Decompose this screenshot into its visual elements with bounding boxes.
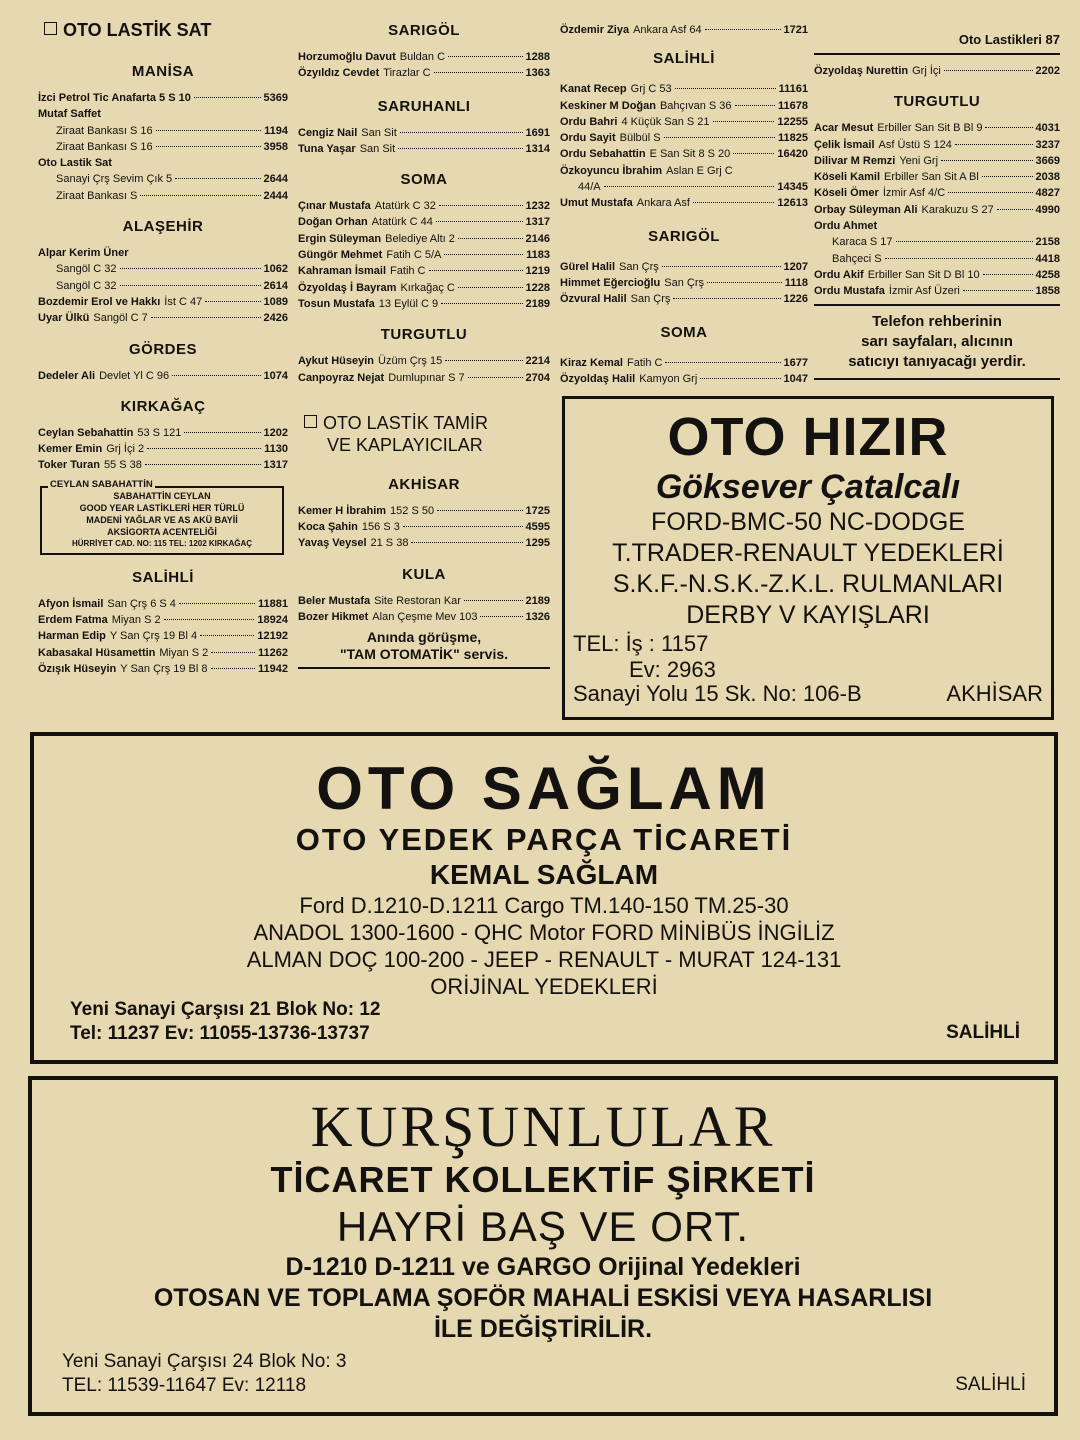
heading-turgutlu: TURGUTLU	[380, 326, 468, 344]
heading-sarigol: SARIGÖL	[648, 227, 720, 245]
listing-row: Özvural Halil San Çrş 1226	[560, 293, 808, 306]
listing-row: Kemer H İbrahim 152 S 50 1725	[298, 504, 550, 517]
listing-row: Bozer Hikmet Alan Çeşme Mev 103 1326	[298, 611, 550, 624]
listing-row: Tuna Yaşar San Sit 1314	[298, 142, 550, 155]
listing-row: Canpoyraz Nejat Dumlupınar S 7 2704	[298, 371, 550, 384]
column-3	[560, 14, 808, 387]
ad-subtitle: Göksever Çatalcalı	[655, 468, 961, 506]
listing-row: Çınar Mustafa Atatürk C 32 1232	[298, 200, 550, 213]
listing-row: Bahçeci S 4418	[832, 252, 1060, 265]
listing-row: Sangöl C 32 1062	[56, 263, 288, 276]
heading-turgutlu: TURGUTLU	[893, 93, 981, 111]
column-2	[298, 14, 550, 669]
listing-row: Oto Lastik Sat	[38, 157, 112, 170]
listing-row: Çelik İsmail Asf Üstü S 124 3237	[814, 138, 1060, 151]
listing-row: Bozdemir Erol ve Hakkı İst C 47 1089	[38, 295, 288, 308]
ad-city: SALİHLİ	[955, 1374, 1026, 1395]
ad-contact: Yeni Sanayi Çarşısı 24 Blok No: 3 TEL: 11539-11647 Ev: 12118	[62, 1351, 347, 1396]
listing-row: Doğan Orhan Atatürk C 44 1317	[298, 216, 550, 229]
heading-sarigol: SARIGÖL	[388, 22, 460, 39]
ad-kursunlular	[28, 1076, 1058, 1416]
listing-row: Mutaf Saffet	[38, 108, 101, 121]
heading-salihli: SALİHLİ	[653, 50, 715, 68]
ad-line: S.K.F.-N.S.K.-Z.K.L. RULMANLARI	[612, 570, 1004, 598]
heading-kula: KULA	[402, 565, 446, 583]
checkbox-icon	[304, 415, 317, 428]
heading-saruhanli: SARUHANLI	[377, 97, 471, 115]
listing-row: Kanat Recep Grj C 53 11161	[560, 83, 808, 96]
listing-row: İzci Petrol Tic Anafarta 5 S 10 5369	[38, 92, 288, 104]
listing-row: Ordu Akif Erbiller San Sit D Bl 10 4258	[814, 268, 1060, 281]
listing-row: Dedeler Ali Devlet Yl C 96 1074	[38, 369, 288, 382]
ad-address: Sanayi Yolu 15 Sk. No: 106-B AKHİSAR	[573, 681, 1043, 706]
listing-row: Yavaş Veysel 21 S 38 1295	[298, 537, 550, 550]
checkbox-icon	[44, 22, 57, 35]
listing-row: Kemer Emin Grj İçi 2 1130	[38, 443, 288, 456]
section-title: OTO LASTİK SAT	[44, 20, 288, 41]
listing-row: Dilivar M Remzi Yeni Grj 3669	[814, 154, 1060, 167]
listing-row: Erdem Fatma Miyan S 2 18924	[38, 614, 288, 627]
listing-row: Güngör Mehmet Fatih C 5/A 1183	[298, 249, 550, 262]
listing-row: Orbay Süleyman Ali Karakuzu S 27 4990	[814, 203, 1060, 216]
ad-oto-hizir	[562, 396, 1054, 720]
heading-gordes: GÖRDES	[128, 340, 197, 358]
service-note: Anında görüşme, "TAM OTOMATİK" servis.	[298, 629, 550, 669]
listing-row: Ordu Mustafa İzmir Asf Üzeri 1858	[814, 285, 1060, 298]
listing-row: Özkoyuncu İbrahim Aslan E Grj C	[560, 164, 733, 177]
ad-contact: Yeni Sanayi Çarşısı 21 Blok No: 12 Tel: 11237 Ev: 11055-13736-13737	[70, 999, 381, 1044]
ad-line: D-1210 D-1211 ve GARGO Orijinal Yedekleri	[285, 1253, 801, 1281]
ad-line: FORD-BMC-50 NC-DODGE	[651, 508, 965, 536]
ad-line: ANADOL 1300-1600 - QHC Motor FORD MİNİBÜS İNGİLİZ	[253, 920, 835, 945]
ad-line: Ford D.1210-D.1211 Cargo TM.140-150 TM.25-30	[299, 893, 789, 918]
ceylan-ad-box: CEYLAN SABAHATTİN SABAHATTİN CEYLAN GOOD YEAR LASTİKLERİ HER TÜRLÜ MADENİ YAĞLAR VE AS AKÜ BAYİİ AKSİGORTA ACENTELİĞİ HÜRRİYET CAD. NO: 115 TEL: 1202 KIRKAĞAÇ	[40, 486, 284, 555]
ad-oto-saglam	[30, 732, 1058, 1064]
heading-salihli: SALİHLİ	[132, 568, 194, 586]
listing-row: Ceylan Sebahattin 53 S 121 1202	[38, 426, 288, 439]
ad-title: KURŞUNLULAR	[310, 1094, 776, 1159]
ad-owner: HAYRİ BAŞ VE ORT.	[336, 1203, 750, 1250]
heading-soma: SOMA	[660, 323, 708, 341]
listing-row: Sanayi Çrş Sevim Çık 5 2644	[56, 173, 288, 186]
listing-row: Koca Şahin 156 S 3 4595	[298, 521, 550, 534]
ad-line: DERBY V KAYIŞLARI	[686, 601, 930, 629]
ad-home-phone: Ev: 2963	[629, 657, 716, 682]
column-1	[38, 14, 288, 677]
listing-row: Ordu Sayit Bülbül S 11825	[560, 132, 808, 145]
section-title: OTO LASTİK TAMİR VE KAPLAYICILAR	[304, 412, 550, 456]
listing-row: Köseli Ömer İzmir Asf 4/C 4827	[814, 187, 1060, 200]
ad-title: OTO HIZIR	[667, 407, 949, 467]
column-4	[814, 14, 1060, 380]
listing-row: Umut Mustafa Ankara Asf 12613	[560, 197, 808, 210]
listing-row: Himmet Eğercioğlu San Çrş 1118	[560, 276, 808, 289]
listing-row: Özyoldaş Nurettin Grj İçi 2202	[814, 65, 1060, 77]
ad-owner: KEMAL SAĞLAM	[429, 859, 659, 890]
listing-row: Kabasakal Hüsamettin Miyan S 2 11262	[38, 646, 288, 659]
listing-row: Horzumoğlu Davut Buldan C 1288	[298, 51, 550, 63]
listing-row: Özyıldız Cevdet Tirazlar C 1363	[298, 67, 550, 80]
listing-row: Köseli Kamil Erbiller San Sit A Bl 2038	[814, 171, 1060, 184]
heading-soma: SOMA	[400, 171, 448, 189]
heading-akhisar: AKHİSAR	[388, 475, 460, 493]
ad-phone: TEL: İş : 1157	[573, 631, 709, 656]
listing-row: Karaca S 17 2158	[832, 236, 1060, 249]
ad-line: OTOSAN VE TOPLAMA ŞOFÖR MAHALİ ESKİSİ VEYA HASARLISI	[153, 1284, 933, 1312]
listing-row: Ordu Bahri 4 Küçük San S 21 12255	[560, 115, 808, 128]
listing-row: Harman Edip Y San Çrş 19 Bl 4 12192	[38, 630, 288, 643]
listing-row: Acar Mesut Erbiller San Sit B Bl 9 4031	[814, 122, 1060, 135]
listing-row: Özyoldaş Halil Kamyon Grj 1047	[560, 372, 808, 385]
listing-row: Afyon İsmail San Çrş 6 S 4 11881	[38, 597, 288, 610]
ad-city: SALİHLİ	[946, 1022, 1020, 1043]
listing-row: Tosun Mustafa 13 Eylül C 9 2189	[298, 297, 550, 310]
ad-line: T.TRADER-RENAULT YEDEKLERİ	[612, 539, 1004, 567]
ad-line: ALMAN DOÇ 100-200 - JEEP - RENAULT - MURAT 124-131	[246, 947, 842, 972]
listing-row: Ziraat Bankası S 2444	[56, 189, 288, 202]
listing-row: Uyar Ülkü Sangöl C 7 2426	[38, 312, 288, 325]
listing-row: Ziraat Bankası S 16 3958	[56, 140, 288, 153]
heading-manisa: MANİSA	[131, 63, 195, 80]
listing-row: Alpar Kerim Üner	[38, 247, 129, 260]
heading-kirkagac: KIRKAĞAÇ	[120, 397, 206, 415]
listing-row: Ziraat Bankası S 16 1194	[56, 124, 288, 137]
listing-row: Sangöl C 32 2614	[56, 279, 288, 292]
listing-row: Kahraman İsmail Fatih C 1219	[298, 265, 550, 278]
ad-subtitle: TİCARET KOLLEKTİF ŞİRKETİ	[270, 1159, 816, 1200]
heading-alasehir: ALAŞEHİR	[122, 218, 204, 236]
listing-row: Ordu Ahmet	[814, 220, 878, 233]
ad-subtitle: OTO YEDEK PARÇA TİCARETİ	[295, 822, 793, 857]
ad-title: OTO SAĞLAM	[316, 755, 772, 822]
listing-row: Cengiz Nail San Sit 1691	[298, 126, 550, 139]
listing-row: Kiraz Kemal Fatih C 1677	[560, 356, 808, 369]
listing-row: Özdemir Ziya Ankara Asf 64 1721	[560, 24, 808, 36]
listing-row: Özışık Hüseyin Y San Çrş 19 Bl 8 11942	[38, 662, 288, 675]
listing-row: Toker Turan 55 S 38 1317	[38, 459, 288, 472]
listing-row: Aykut Hüseyin Üzüm Çrş 15 2214	[298, 355, 550, 368]
yellow-pages-slogan: Telefon rehberinin sarı sayfaları, alıcının satıcıyı tanıyacağı yerdir.	[814, 304, 1060, 380]
listing-row: Keskiner M Doğan Bahçıvan S 36 11678	[560, 99, 808, 112]
listing-row: Ergin Süleyman Belediye Altı 2 2146	[298, 232, 550, 245]
ad-line: ORİJİNAL YEDEKLERİ	[430, 974, 658, 999]
listing-row: Gürel Halil San Çrş 1207	[560, 260, 808, 273]
listing-row: Beler Mustafa Site Restoran Kar 2189	[298, 594, 550, 607]
listing-row: 44/A 14345	[578, 181, 808, 194]
ad-line: İLE DEĞİŞTİRİLİR.	[433, 1315, 653, 1343]
listing-row: Ordu Sebahattin E San Sit 8 S 20 16420	[560, 148, 808, 161]
page-title: Oto Lastikleri 87	[814, 32, 1060, 55]
listing-row: Özyoldaş İ Bayram Kırkağaç C 1228	[298, 281, 550, 294]
